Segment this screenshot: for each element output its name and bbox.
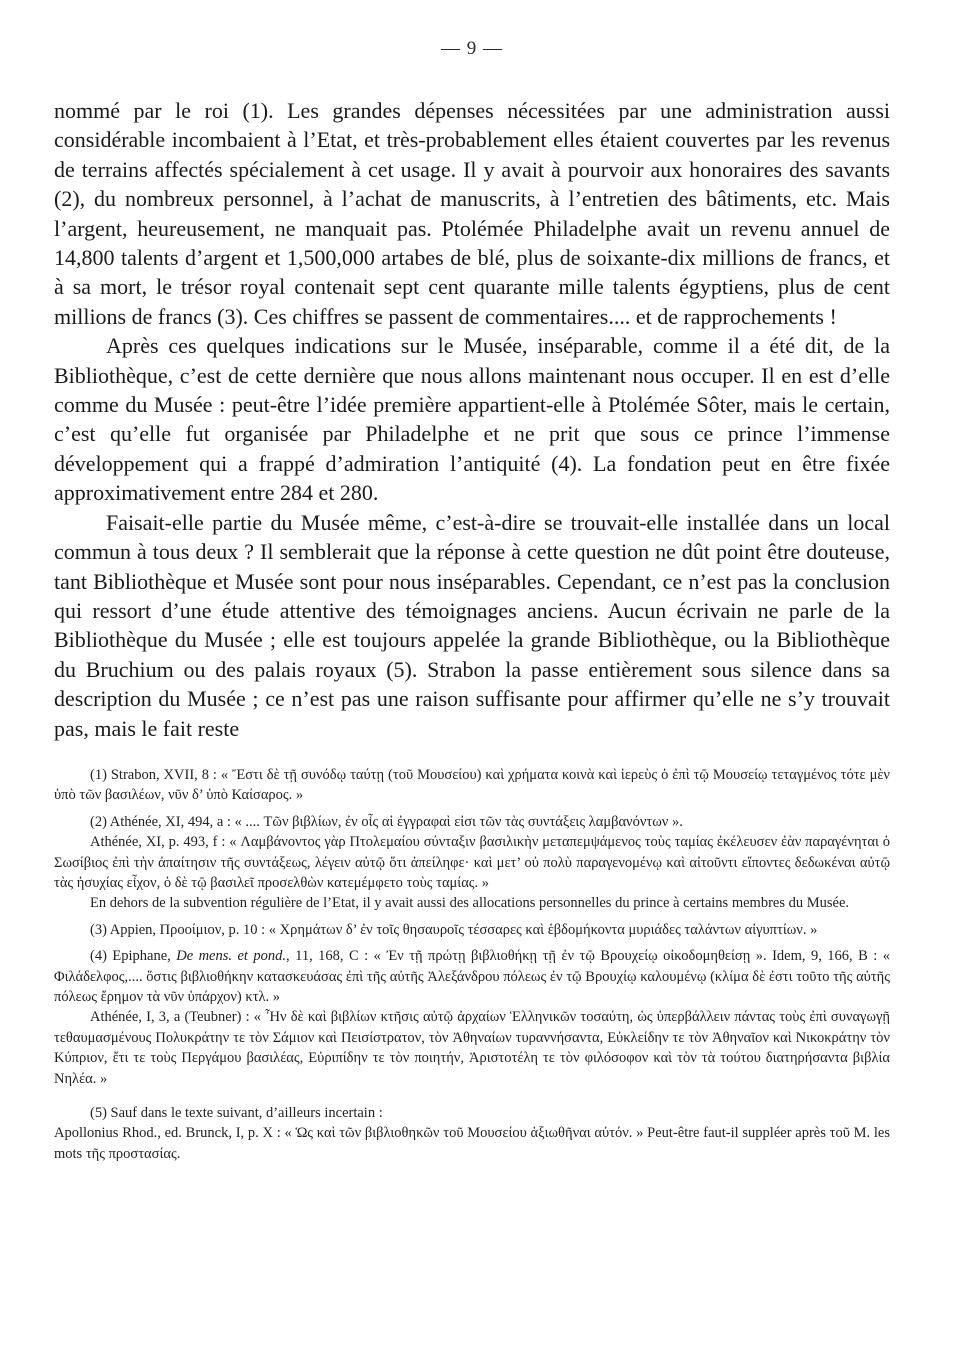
footnote-2: (2) Athénée, XI, 494, a : « .... Τῶν βιβλίων, ἐν οἷς αἱ ἐγγραφαὶ εἰσι τῶν τὰς συντάξεις λαμβανόντων ». [90,813,683,830]
paragraph-3: Faisait-elle partie du Musée même, c’est-à-dire se trouvait-elle installée dans un local commun à tous deux ? Il semblerait que la réponse à cette question ne dût point être douteuse, tant Bibliothèque et Musée sont pour nous inséparables. Cependant, ce n’est pas la conclusion qui ressort d’une étude attentive des témoignages anciens. Aucun écrivain ne parle de la Bibliothèque du Musée ; elle est toujours appelée la grande Bibliothèque, ou la Bibliothèque du Bruchium ou des palais royaux (5). Strabon la passe entièrement sous silence dans sa description du Musée ; ce n’est pas une raison suffisante pour affirmer qu’elle ne s’y trouvait pas, mais le fait reste [54,509,890,741]
footnote-5: (5) Sauf dans le texte suivant, d’ailleurs incertain : [90,1105,383,1122]
footnotes [54,765,890,1164]
main-text [54,96,890,743]
footnote-1: (1) Strabon, XVII, 8 : « Ἔστι δὲ τῇ συνόδῳ ταύτῃ (τοῦ Μουσείου) καὶ χρήματα κοινὰ καὶ ἱερεὺς ὁ ἐπὶ τῷ Μουσείῳ τεταγμένος τότε μὲν ὑπὸ τῶν βασιλέων, νῦν δ’ ὑπὸ Καίσαρος. » [54,766,890,804]
footnote-4-title: De mens. et pond. [176,948,287,965]
footnote-4-suffix: , 11, 168, C : « Ἐν τῇ πρώτῃ βιβλιοθήκῃ τῇ ἐν τῷ Βρουχείῳ οἰκοδομηθείσῃ ». Idem, 9, 166, B : « Φιλάδελφος,.... ὅστις βιβλιοθήκην κατασκευάσας ἐπὶ τῆς αὐτῆς Ἀλεξάνδρου πόλεως ἐν τῷ Βρουχίῳ καλουμένῳ (κλίμα δὲ ἐστι τοῦτο τῆς αὐτῆς πόλεως ἔρημον τὰ νῦν ὑπάρχον) κτλ. » [54,948,891,1005]
footnote-2-athenee: Athénée, XI, p. 493, f : « Λαμβάνοντος γὰρ Πτολεμαίου σύνταξιν βασιλικὴν μεταπεμψάμενος τοὺς ταμίας ἐκέλευσεν ἐὰν παραγένηται ὁ Σωσίβιος ἐπὶ τὴν ἀπαίτησιν τῆς συντάξεως, λέγειν αὐτῷ ὅτι ἀπείληφε· καὶ μετ’ οὐ πολὺ παραγενομένῳ καὶ αἰτοῦντι εἴποντες δεδωκέναι αὐτῷ τὰς ἡσυχίας εἶχον, ὁ δὲ τῷ βασιλεῖ προσελθὼν κατεμέμφετο τοὺς ταμίας. » [54,834,890,891]
footnote-3: (3) Appien, Προοίμιον, p. 10 : « Χρημάτων δ’ ἐν τοῖς θησαυροῖς τέσσαρες καὶ ἑβδομήκοντα μυριάδες ταλάντων αἰγυπτίων. » [90,921,818,938]
footnote-2-note: En dehors de la subvention régulière de l’Etat, il y avait aussi des allocations personnelles du prince à certains membres du Musée. [90,895,850,912]
footnote-5-apollonius: Apollonius Rhod., ed. Brunck, I, p. X : « Ὡς καὶ τῶν βιβλιοθηκῶν τοῦ Μουσείου ἀξιωθῆναι αὐτόν. » Peut-être faut-il suppléer après τοῦ M. les mots τῆς προστασίας. [54,1125,890,1162]
footnote-4 [54,946,890,1007]
paragraph-1: nommé par le roi (1). Les grandes dépenses nécessitées par une administration aussi considérable incombaient à l’Etat, et très-probablement elles étaient couvertes par les revenus de terrains affectés spécialement à cet usage. Il y avait à pourvoir aux honoraires des savants (2), du nombreux personnel, à l’achat de manuscrits, à l’entretien des bâtiments, etc. Mais l’argent, heureusement, ne manquait pas. Ptolémée Philadelphe avait un revenu annuel de 14,800 talents d’argent et 1,500,000 artabes de blé, plus de soixante-dix millions de francs, et à sa mort, le trésor royal contenait sept cent quarante mille talents égyptiens, plus de cent millions de francs (3). Ces chiffres se passent de commentaires.... et de rapprochements ! [54,98,890,329]
footnote-4-athenee: Athénée, I, 3, a (Teubner) : « Ἦν δὲ καὶ βιβλίων κτῆσις αὐτῷ ἀρχαίων Ἑλληνικῶν τοσαύτη, ὡς ὑπερβάλλειν πάντας τοὺς ἐπὶ συναγωγῇ τεθαυμασμένους Πολυκράτην τε τὸν Σάμιον καὶ Πεισίστρατον, τὸν Ἀθηναίων τυραννήσαντα, Εὐκλείδην τε τὸν Ἀθηναῖον καὶ Νικοκράτην τὸν Κύπριον, ἔτι τε τοὺς Περγάμου βασιλέας, Εὐριπίδην τε τὸν ποιητήν, Ἀριστοτέλη τε τὸν φιλόσοφον καὶ τὸν τὰ τούτου διατηρήσαντα βιβλία Νηλέα. » [54,1009,890,1087]
page-number: — 9 — [441,38,503,59]
paragraph-2: Après ces quelques indications sur le Musée, inséparable, comme il a été dit, de la Bibliothèque, c’est de cette dernière que nous allons maintenant nous occuper. Il en est d’elle comme du Musée : peut-être l’idée première appartient-elle à Ptolémée Sôter, mais le certain, c’est qu’elle fut organisée par Philadelphe et ne prit que sous ce prince l’immense développement qui a frappé d’admiration l’antiquité (4). La fondation peut en être fixée approximativement entre 284 et 280. [54,333,890,506]
footnote-4-prefix: (4) Epiphane, [90,948,177,965]
